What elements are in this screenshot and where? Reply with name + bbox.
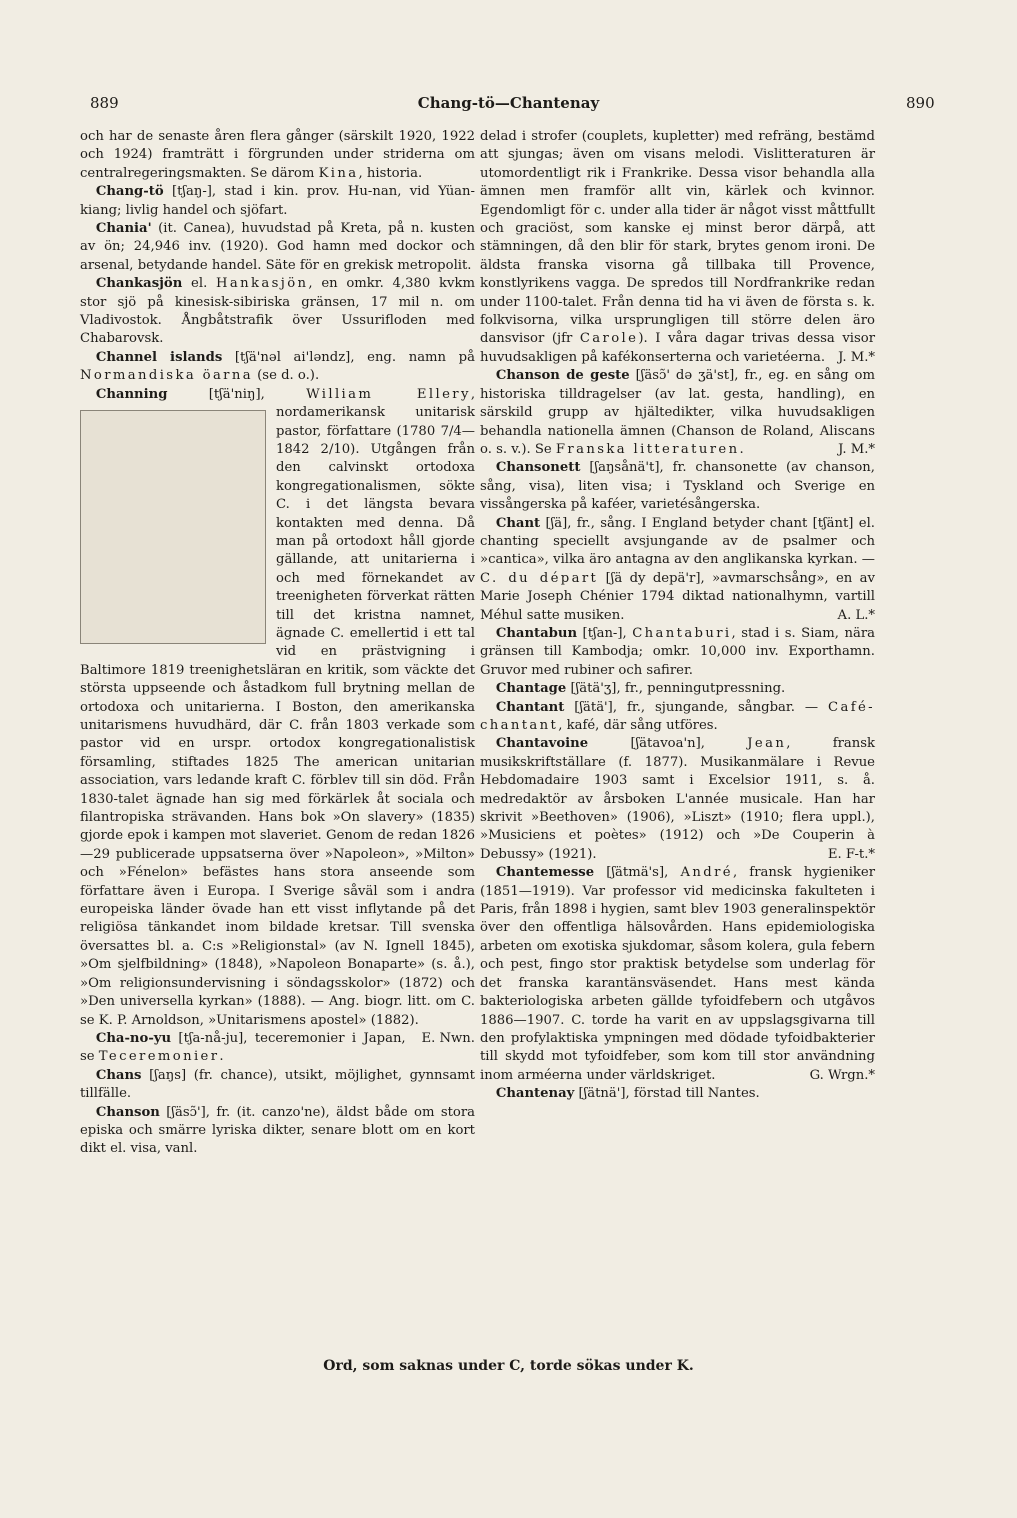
portrait-image [80,410,266,644]
entry-cha-no-yu: Cha-no-yu [tʃa-nå-ju], teceremonier i Japan, se Teceremonier. [80,1030,406,1065]
entry-chania: Chania' (it. Canea), huvudstad på Kreta, på n. kusten av ön; 24,946 inv. (1920). God hamn med dockor och arsenal, betydande handel. Säte för en grekisk metropolit. [80,221,475,273]
entry-chanson: Chanson [ʃäsɔ̃'], fr. (it. canzo'ne), äldst både om stora episka och smärre lyriska dikter, senare blott om en kort dikt el. visa, vanl. [80,1104,475,1157]
entry-chanson-de-geste: Chanson de geste [ʃäsɔ̃' də ʒä'st], fr., eg. en sång om historiska tilldragelser (av lat. gesta, handling), en särskild grupp av hjältedikter, vilka huvudsakligen behandla nationella ämnen (Chanson de Roland, Aliscans o. s. v.). Se Franska litteraturen. J. M.* [480,368,875,457]
entry-chantenay: Chantenay [ʃätnä'], förstad till Nantes. [495,1086,760,1102]
footer-note: Ord, som saknas under C, torde sökas under K. [323,1358,694,1374]
entry-channing: Channing [tʃä'niŋ], William Ellery , nordamerikansk unitarisk pastor, författare (1780 7/4—1842 2/10). Utgången från den calvinskt ortodoxa kongregationalismen, sökte C. i det längsta bevara kontakten med denna. Då man på ortodoxt håll gjorde gällande, att unitarierna i och med förnekandet av treenigheten förverkat rätten till det kristna namnet, ägnade C. emellertid i ett tal vid en prästvigning i Baltimore 1819 treenighetsläran en kritik, som väckte det största uppseende och åstadkom full brytning mellan de ortodoxa och unitarierna. I Boston, den amerikanska unitarismens huvudhärd, där C. från 1803 verkade som pastor vid en urspr. ortodox kongregationalistisk församling, stiftades 1825 The american unitarian association, vars ledande kraft C. förblev till sin död. Från 1830-talet ägnade han sig med förkärlek åt sociala och filantropiska strävanden. Hans bok »On slavery» (1835) gjorde epok i kampen mot slaveriet. Genom de redan 1826—29 publicerade uppsatserna över »Napoleon», »Milton» och »Fénelon» befästes hans stora anseende som författare även i Europa. I Sverige såväl som i andra europeiska länder övade han ett visst inflytande på det religiösa tänkandet inom bildade kretsar. Till svenska översattes bl. a. C:s »Religionstal» (av N. Ignell 1845), »Om sjelfbildning» (1848), »Napoleon Bonaparte» (s. å.), »Om religionsundervisning i söndagsskolor» (1872) och »Den universella kyrkan» (1888). — Ang. biogr. litt. om C. se K. P. Arnoldson, »Unitarismens apostel» (1882). E. Nwn. [80,386,476,1046]
entry-chans: Chans [ʃaŋs] (fr. chance), utsikt, möjlighet, gynnsamt tillfälle. [80,1067,475,1102]
entry-chantavoine: Chantavoine [ʃätavoa'n], Jean, fransk musikskriftställare (f. 1877). Musikanmälare i Revue Hebdomadaire 1903 samt i Excelsior 1911, s. å. medredaktör av årsboken L'année musicale. Han har skrivit »Beethoven» (1906), »Liszt» (1910; flera uppl.), »Musiciens et poètes» (1912) och »De Couperin à Debussy» (1921). E. F-t.* [480,736,875,862]
page-number-left: 889 [90,94,119,112]
entry-chankasjon: Chankasjön el. Hankasjön, en omkr. 4,380 kvkm stor sjö på kinesisk-sibiriska gränsen, 17 mil n. om Vladivostok. Ångbåtstrafik över Ussurifloden med Chabarovsk. [80,276,475,347]
entry-chanson-continued: delad i strofer (couplets, kupletter) med refräng, bestämd att sjungas; även om visans melodi. Vislitteraturen är utomordentligt rik i Frankrike. Dessa visor behandla alla ämnen men framför allt vin, kärlek och kvinnor. Egendomligt för c. under alla tider är något visst måttfullt och graciöst, som kanske ej minst beror därpå, att stämningen, då den blir för stark, brytes genom ironi. De äldsta franska visorna gå tillbaka till Provence, konstlyrikens vagga. De spredos till Nordfrankrike redan under 1100-talet. Från denna tid ha vi även de första s. k. folkvisorna, vilka ursprungligen till större delen äro dansvisor (jfr Carole). I våra dagar trivas dessa visor huvudsakligen på kafékonserterna och varietéerna. J. M.* [480,129,876,365]
entry-chantemesse: Chantemesse [ʃätmä's], André, fransk hygieniker (1851—1919). Var professor vid medicinska fakulteten i Paris, från 1898 i hygien, samt blev 1903 generalinspektör över den offentliga hälsovården. Hans epidemiologiska arbeten om exotiska sjukdomar, såsom kolera, gula febern och pest, fingo stor praktisk betydelse som underlag för det franska karantänsväsendet. Hans mest kända bakteriologiska arbeten gällde tyfoidfebern och utgåvos 1886—1907. C. torde ha varit en av uppslagsgivarna till den profylaktiska ympningen med dödade tyfoidbakterier till skydd mot tyfoidfeber, som kom till stor användning inom arméerna under världskriget. G. Wrgn.* [480,865,876,1083]
entry-chantabun: Chantabun [tʃan-], Chantaburi, stad i s. Siam, nära gränsen till Kambodja; omkr. 10,000 inv. Exporthamn. Gruvor med rubiner och safirer. [480,625,875,678]
entry-chang-to: Chang-tö [tʃaŋ-], stad i kin. prov. Hu-nan, vid Yüan-kiang; livlig handel och sjöfart. [80,184,475,218]
entry-chant: Chant [ʃä], fr., sång. I England betyder chant [tʃänt] el. chanting speciellt avsjungande av de psalmer och »cantica», vilka äro antagna av den anglikanska kyrkan. — C. du départ [ʃä dy depä'r], »avmarschsång», en av Marie Joseph Chénier 1794 diktad nationalhymn, vartill Méhul satte musiken. A. L.* [480,515,875,623]
entry-chansonett: Chansonett [ʃaŋsånä't], fr. chansonette (av chanson, sång, visa), liten visa; i Tyskland och Sverige en vissångerska på kaféer, varietésångerska. [480,460,875,513]
left-column [80,128,475,1159]
page-number-right: 890 [906,94,935,112]
running-title: Chang-tö—Chantenay [417,94,600,112]
continuation-paragraph: och har de senaste åren flera gånger (särskilt 1920, 1922 och 1924) framträtt i förgrunden under striderna om centralregeringsmakten. Se därom Kina, historia. [80,129,475,181]
entry-channel-islands: Channel islands [tʃä'nəl ai'ləndz], eng. namn på Normandiska öarna (se d. o.). [80,349,475,384]
right-column [480,128,875,1104]
entry-chantant: Chantant [ʃätä'], fr., sjungande, sångbar. — Café-chantant, kafé, där sång utföres. [480,699,875,733]
entry-chantage: Chantage [ʃätä'ʒ], fr., penningutpressning. [495,681,786,697]
